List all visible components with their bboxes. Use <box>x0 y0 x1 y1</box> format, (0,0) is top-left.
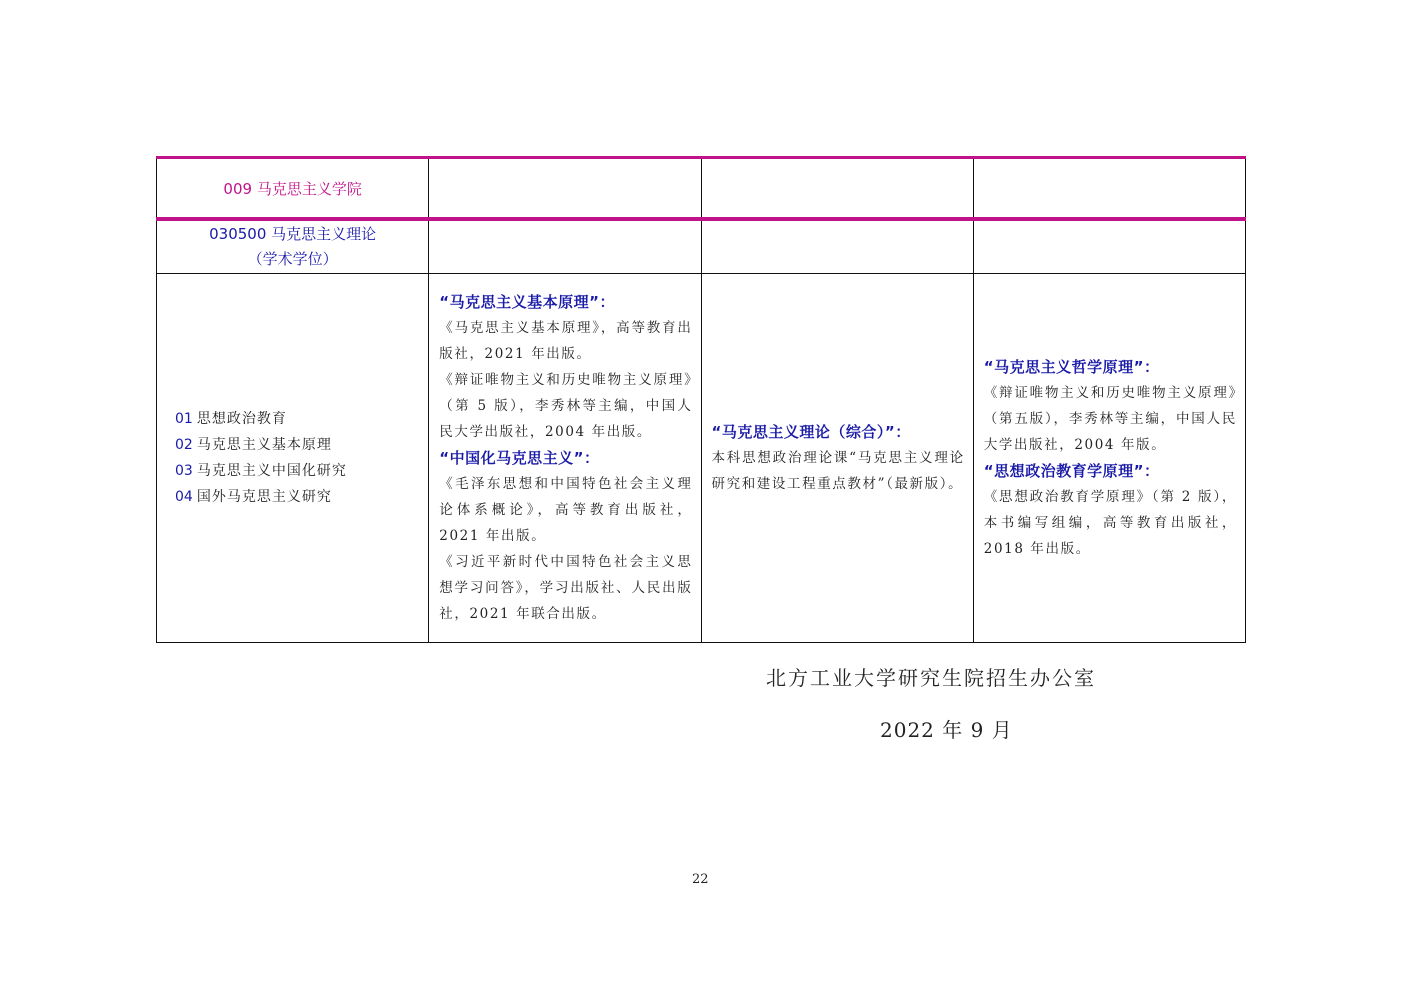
directions-cell <box>157 274 429 643</box>
exam-subject-2-cell <box>701 274 973 643</box>
major-cell <box>157 219 429 274</box>
department-cell <box>157 158 429 220</box>
empty-cell <box>973 219 1245 274</box>
direction-name: 马克思主义中国化研究 <box>196 463 347 479</box>
direction-number: 04 <box>175 489 193 505</box>
direction-item <box>175 406 428 432</box>
degree-type: （学术学位） <box>247 250 338 268</box>
direction-number: 01 <box>175 411 193 427</box>
major-name: 030500 马克思主义理论 <box>209 225 377 243</box>
reference-book: 本科思想政治理论课“马克思主义理论研究和建设工程重点教材”（最新版）。 <box>711 450 965 492</box>
subject-title: “马克思主义基本原理”： <box>439 293 615 311</box>
signature-date: 2022 年 9 月 <box>880 718 1013 742</box>
empty-cell <box>429 219 701 274</box>
direction-item <box>175 432 428 458</box>
subject-title: “马克思主义理论（综合）”： <box>711 423 911 441</box>
retest-subject-cell <box>973 274 1245 643</box>
empty-cell <box>429 158 701 220</box>
reference-book: 《毛泽东思想和中国特色社会主义理论体系概论》，高等教育出版社，2021 年出版。 <box>439 476 693 544</box>
major-row <box>157 219 1246 274</box>
catalog-table <box>156 156 1246 643</box>
subject-title: “马克思主义哲学原理”： <box>983 358 1160 376</box>
empty-cell <box>973 158 1245 220</box>
direction-number: 03 <box>175 463 193 479</box>
reference-book: 《习近平新时代中国特色社会主义思想学习问答》，学习出版社、人民出版社，2021 年联合出版。 <box>439 554 693 622</box>
office-signature: 北方工业大学研究生院招生办公室 <box>766 666 1096 690</box>
reference-book: 《辩证唯物主义和历史唯物主义原理》（第五版），李秀林等主编，中国人民大学出版社，2004 年版。 <box>983 385 1237 453</box>
subject-title: “思想政治教育学原理”： <box>983 462 1160 480</box>
department-row <box>157 158 1246 220</box>
direction-number: 02 <box>175 437 193 453</box>
exam-subject-1-cell <box>429 274 701 643</box>
empty-cell <box>701 219 973 274</box>
reference-book: 《马克思主义基本原理》，高等教育出版社，2021 年出版。 <box>439 320 693 362</box>
direction-name: 国外马克思主义研究 <box>196 489 332 505</box>
page-number: 22 <box>692 872 709 887</box>
direction-item <box>175 458 428 484</box>
reference-book: 《辩证唯物主义和历史唯物主义原理》（第 5 版），李秀林等主编，中国人民大学出版社，2004 年出版。 <box>439 372 693 440</box>
reference-book: 《思想政治教育学原理》（第 2 版），本书编写组编，高等教育出版社，2018 年出版。 <box>983 489 1237 557</box>
content-row <box>157 274 1246 643</box>
direction-name: 马克思主义基本原理 <box>196 437 332 453</box>
direction-name: 思想政治教育 <box>196 411 287 427</box>
direction-item <box>175 484 428 510</box>
department-name: 009 马克思主义学院 <box>223 179 362 198</box>
subject-title: “中国化马克思主义”： <box>439 449 600 467</box>
empty-cell <box>701 158 973 220</box>
